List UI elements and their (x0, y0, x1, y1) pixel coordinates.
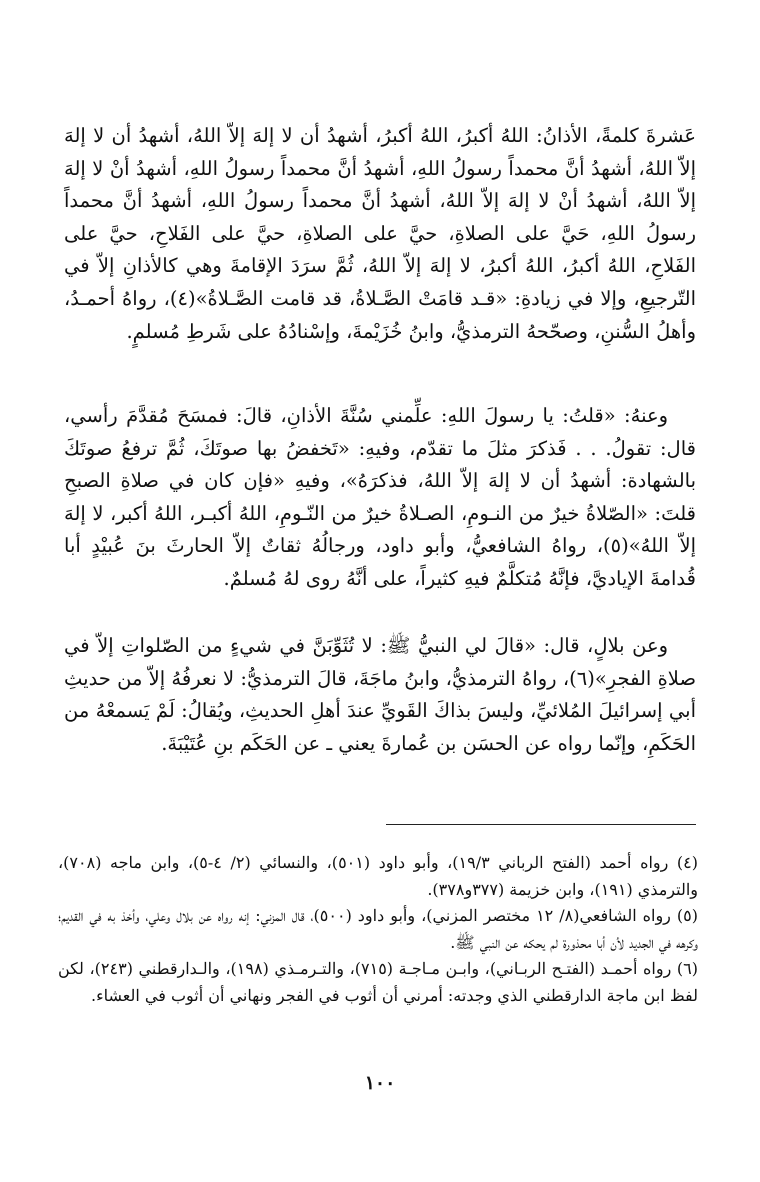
footnote-5: (٥) رواه الشافعي(٨/ ١٢ مختصر المزني)، وأبو داود (٥٠٠)، قال المزني: إنه رواه عن بلال وعلي، وأخذ به في القديم؛ وكرهه في الجديد لأن أبا محذورة لم يحكه عن النبي ﷺ. (58, 906, 698, 952)
paragraph-1 (64, 120, 696, 348)
footnote-6: (٦) رواه أحمـد (الفتـح الربـاني)، وابـن مـاجـة (٧١٥)، والتـرمـذي (١٩٨)، والـدارقطني (٢٤٣)، لكن لفظ ابن ماجة الدارقطني الذي وجدته: أمرني أن أثوب في الفجر ونهاني أن أثوب في العشاء. (58, 959, 698, 1005)
footnotes (58, 850, 698, 1009)
paragraph-3-text: وعن بلالٍ، قال: «قالَ لي النبيُّ ﷺ: لا تُثَوِّبَنَّ في شيءٍ من الصّلواتِ إلاّ في صلاةِ الفجرِ»(٦)، رواهُ الترمذيُّ، وابنُ ماجَةَ، قالَ الترمذيُّ: لا نعرفُهُ إلاّ من حديثِ أبي إسرائيلَ المُلائيِّ، وليسَ بذاكَ القَويِّ عندَ أهلِ الحديثِ، ويُقالُ: لَمْ يَسمعْهُ من الحَكَمِ، وإنّما رواه عن الحسَن بن عُمارةَ يعني ـ عن الحَكَم بنِ عُتَيْبَةَ. (64, 634, 696, 755)
page-number: ١٠٠ (364, 1072, 396, 1094)
paragraph-1-text: عَشرةَ كلمةً، الأذانُ: اللهُ أكبرُ، اللهُ أكبرُ، أشهدُ أن لا إلهَ إلاّ اللهُ، أشهدُ أن لا إلهَ إلاّ اللهُ، أشهدُ أنَّ محمداً رسولُ اللهِ، أشهدُ أنَّ محمداً رسولُ اللهِ، أشهدُ أنْ لا إلهَ إلاّ اللهُ، أشهدُ أنْ لا إلهَ إلاّ اللهُ، أشهدُ أنَّ محمداً رسولُ اللهِ، أشهدُ أنَّ محمداً رسولُ اللهِ، حَيَّ على الصلاةِ، حيَّ على الصلاةِ، حيَّ على الفَلاحِ، حيَّ على الفَلاحِ، اللهُ أكبرُ، اللهُ أكبرُ، لا إلهَ إلاّ اللهُ، ثُمَّ سرَدَ الإقامةَ وهي كالأذانِ إلاّ في التّرجيعِ، وإلا في زيادةِ: «قـد قامَتْ الصَّـلاةُ، قد قامت الصَّـلاةُ»(٤)، رواهُ أحمـدُ، وأهلُ السُّننِ، وصحّحهُ الترمذيُّ، وابنُ خُزَيْمةَ، وإسْنادُهُ على شَرطِ مُسلمٍ. (64, 124, 697, 343)
paragraph-2-text: وعنهُ: «قلتُ: يا رسولَ اللهِ: علِّمني سُنَّةَ الأذانِ، قالَ: فمسَحَ مُقدَّمَ رأسي، قال: تقولُ. . . فَذكرَ مثلَ ما تقدّم، وفيهِ: «تَخفضُ بها صوتَكَ، ثُمَّ ترفعُ صوتَكَ بالشهادة: أشهدُ أن لا إلهَ إلاّ اللهُ، فذكرَهُ»، وفيهِ «فإن كان في صلاةِ الصبحِ قلتَ: «الصّلاةُ خيرٌ من النـومِ، الصـلاةُ خيرٌ من النّـومِ، اللهُ أكبـر، اللهُ أكبر، لا إلهَ إلاّ اللهُ»(٥)، رواهُ الشافعيُّ، وأبو داود، ورجالُهُ ثقاتٌ إلاّ الحارثَ بنَ عُبيْدٍ أبا قُدامةَ الإياديَّ، فإنَّهُ مُتكلَّمٌ فيهِ كثيراً، على أنَّهُ روى لهُ مُسلمٌ. (64, 404, 696, 590)
footnote-separator (386, 824, 696, 825)
paragraph-2 (64, 400, 696, 596)
footnote-4: (٤) رواه أحمد (الفتح الرباني ١٩/٣)، وأبو داود (٥٠١)، والنسائي (٢/ ٤-٥)، وابن ماجه (٧٠٨)، والترمذي (١٩١)، وابن خزيمة (٣٧٧و٣٧٨). (58, 853, 699, 899)
paragraph-3 (64, 630, 696, 760)
